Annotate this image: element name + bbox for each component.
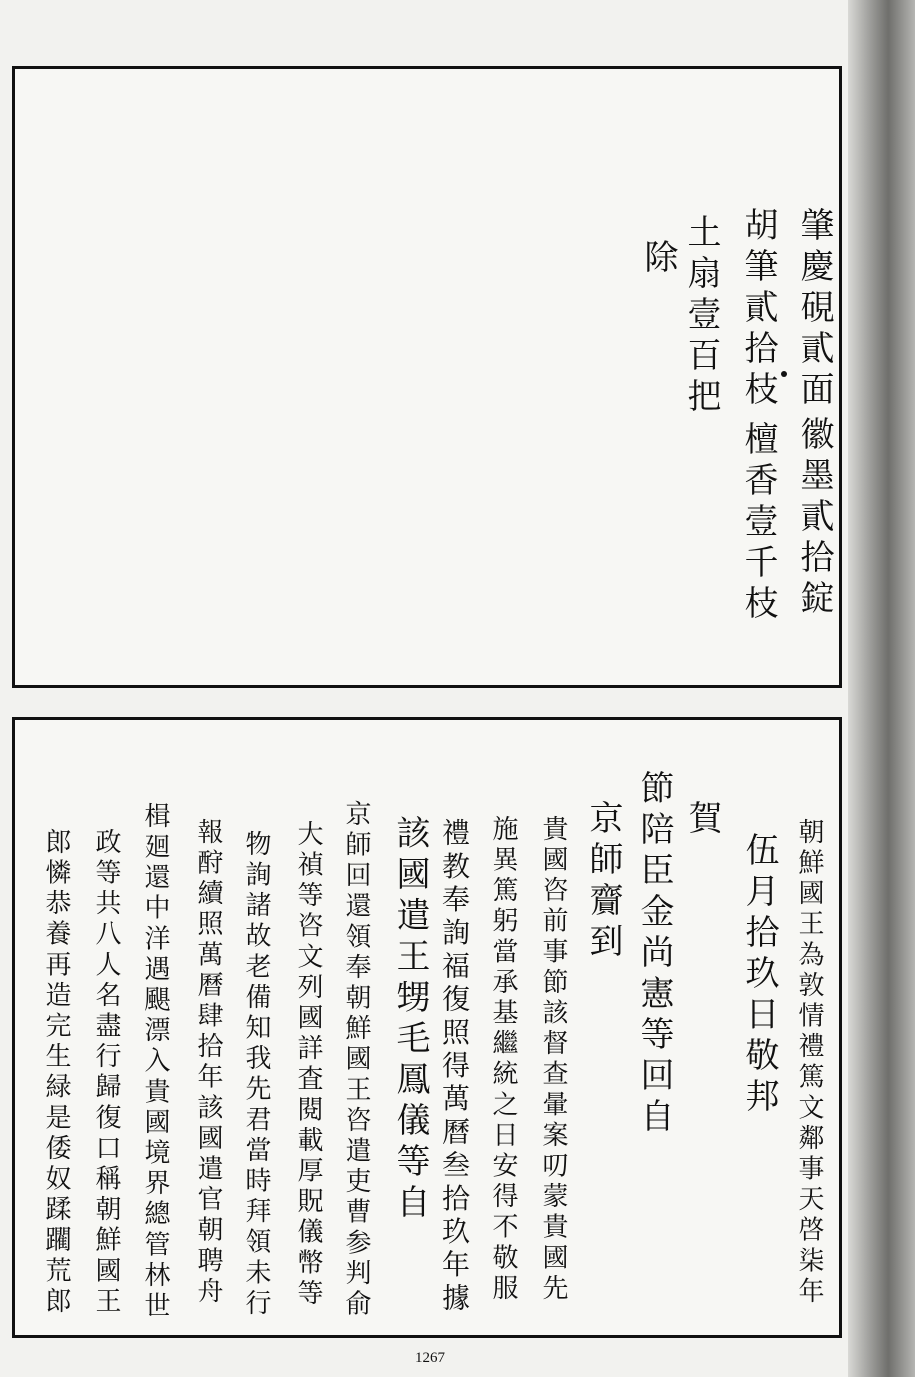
column-text: 節陪臣金尚憲等回自 (634, 770, 674, 1139)
bottom-panel (12, 717, 842, 1338)
column-text: 物詢諸故老備知我先君當時拜領未行 (241, 830, 271, 1320)
column-text: 京師齎到 (583, 800, 623, 964)
column-text: 賀 (682, 800, 722, 841)
column-text: 胡筆貳拾枝 (738, 207, 778, 412)
column-text: 徽墨貳拾錠 (794, 416, 834, 621)
column-text: 朝鮮國王為敦情禮篤文鄰事天啓柒年 (794, 818, 824, 1308)
column-text: 政等共八人名盡行歸復口稱朝鮮國王 (91, 828, 121, 1318)
column-text: 土扇壹百把 (681, 214, 721, 419)
page-number: 1267 (415, 1350, 445, 1366)
column-text: 貴國咨前事節該督查暈案叨蒙貴國先 (538, 815, 568, 1305)
column-text: 京師回還領奉朝鮮國王咨遣吏曹参判俞 (341, 800, 371, 1321)
column-text: 楫廻還中洋遇颶漂入貴國境界總管林世 (140, 802, 170, 1323)
column-text: 報酧續照萬曆肆拾年該國遣官朝聘舟 (193, 818, 223, 1308)
column-text: 除 (638, 239, 678, 280)
column-text: 該國遣王甥毛鳳儀等自 (390, 815, 430, 1225)
top-panel (12, 66, 842, 688)
column-text: 大禎等咨文列國詳査閱載厚貺儀幣等 (293, 820, 323, 1310)
punctuation-mark (781, 371, 787, 377)
column-text: 施異篤躬當承基繼統之日安得不敬服 (488, 815, 518, 1305)
column-text: 郎憐恭養再造完生緑是倭奴蹂躙荒郎 (41, 828, 71, 1318)
column-text: 禮教奉詢福復照得萬曆叁拾玖年據 (438, 818, 471, 1316)
column-text: 伍月拾玖日敬邦 (739, 832, 779, 1119)
column-text: 檀香壹千枝 (738, 421, 778, 626)
book-spine-shadow (848, 0, 915, 1377)
column-text: 肇慶硯貳面 (794, 207, 834, 412)
